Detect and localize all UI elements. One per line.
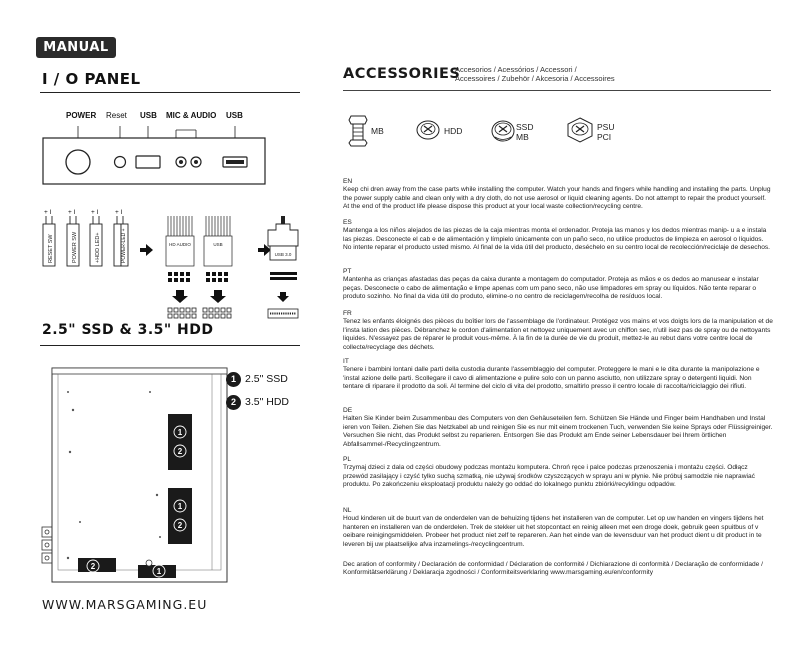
arrow-down-icon [210, 290, 226, 303]
lang-code: NL [343, 507, 352, 514]
pin-sign-4: + I [115, 209, 123, 216]
power-sw-text: POWER SW [72, 231, 78, 263]
power-button [66, 150, 90, 174]
ssd-bracket-upper [168, 414, 192, 470]
io-panel-title: I / O PANEL [42, 70, 141, 88]
legend-hdd-label: 3.5" HDD [245, 396, 289, 408]
arrow-down-icon [277, 292, 289, 302]
port-label-mic-audio: MIC & AUDIO [166, 111, 217, 120]
lang-code: DE [343, 407, 353, 414]
psu-pci-screw-icon [565, 116, 595, 144]
manual-badge: MANUAL [36, 37, 116, 58]
lang-block-nl [343, 507, 773, 549]
marker-num-1c: 1 [156, 567, 162, 576]
ssd-mb-screw-icon [490, 117, 516, 143]
power-led-text: POWER-LED + [121, 228, 127, 263]
lang-block-pl [343, 456, 773, 490]
lang-text: Keep chi dren away from the case parts while installing the computer. Watch your hands and fingers while handling and installing the parts. Unplug the power supply cable and clean only with a dry cloth, do not use aerosol or liquid cleaning agents. Do not attempt to repair the product yourself. At the end of the product life please dispose this product at your local waste collection/recycling centre. [343, 186, 771, 211]
port-label-power: POWER [66, 111, 97, 120]
accessories-subtitle-line1: Accesorios / Acessórios / Accessori / [455, 65, 577, 74]
lang-code: FR [343, 310, 352, 317]
marker-num-2b: 2 [177, 521, 183, 530]
usb-pins [206, 272, 228, 282]
lang-text: Halten Sie Kinder beim Zusammenbau des Computers von den Gehäuseteilen fern. Schützen Sie Hände und Finger beim Handhaben und Instal ieren von Teilen. Ziehen Sie das Netzkabel ab und reinigen Sie es nur mit einem trockenen Tuch, verwenden Sie keine Sprays oder Flüssigreiniger. Versuchen Sie nicht, das Produkt selbst zu reparieren. Entsorgen Sie das Produkt am Ende seiner Lebensdauer bei Ihrem örtlichen Abfallsammel-/Recyclingzentrum. [343, 415, 773, 448]
lang-text: Tenere i bambini lontani dalle parti della custodia durante l'assemblaggio del computer. Proteggere le mani e le dita durante la manipolazione e 'instal azione delle parti. Scollegare il cavo di alimentazione e pulire solo con un panno asciutto, non utilizzare spray o detergenti liquidi. Non tentare di riparare il prodotto da soli. Al termine del ciclo di vita del prodotto, smaltirlo presso il centro locale di raccolta/riciclaggio dei rifiuti. [343, 366, 760, 391]
lang-text: Tenez les enfants éloignés des pièces du boîtier lors de l'assemblage de l'ordinateur. Protégez vos mains et vos doigts lors de la manipulation et de l'insta lation des pièces. Débranchez le cordon d'alimentation et nettoyez uniquement avec un chiffon sec, n'util isez pas de spray ou de nettoyants liquides. N'essayez pas de réparer le produit vous-même. À la fin de la durée de vie du produit, mettez-le au rebut dans votre centre local de collecte/recyclage des déchets. [343, 318, 773, 351]
legend-num-2: 2 [226, 395, 241, 410]
reset-sw-text: RESET SW [48, 234, 54, 263]
io-panel-rule [40, 92, 300, 93]
lang-code: ES [343, 219, 352, 226]
acc-label-psu-pci: PSU PCI [597, 122, 615, 142]
port-label-reset: Reset [106, 111, 127, 120]
hd-audio-text: HD AUDIO [169, 242, 191, 247]
lang-text: Mantenha as crianças afastadas das peças da caixa durante a montagem do computador. Proteja as mãos e os dedos ao manusear e instalar peças. Desconecte o cabo de alimentação e limpe apenas com um pano seco, não use limpadores em spray ou líquidos. Não tente reparar o produto sozinho. No final da vida útil do produto, elimine-o no centro de reciclagem/recolha de resíduos local. [343, 276, 759, 301]
marker-num-2a: 2 [177, 447, 183, 456]
case-side-drawing [40, 362, 235, 587]
lang-block-es [343, 219, 773, 253]
marker-num-1a: 1 [177, 428, 183, 437]
io-panel-drawing [40, 122, 270, 186]
storage-title: 2.5" SSD & 3.5" HDD [42, 322, 214, 338]
lang-block-en [343, 178, 773, 212]
accessories-title: ACCESSORIES [343, 66, 461, 82]
marker-num-1b: 1 [177, 502, 183, 511]
lang-text: Trzymaj dzieci z dala od części obudowy podczas montażu komputera. Chroń ręce i palce podczas przenoszenia i montażu części. Odłącz przewód zasilający i czyść tylko suchą szmatką, nie używaj środków czyszczących w sprayu ani w płynie. Nie próbuj samodzie nie naprawiać produktu. Po zakończeniu eksploatacji produktu należy go oddać do lokalnego punktu zbiórki/recyklingu odpadów. [343, 464, 755, 489]
storage-rule [40, 345, 300, 346]
hdd-led-text: +HDD LED+ [95, 232, 101, 263]
lang-text: Houd kinderen uit de buurt van de onderdelen van de behuizing tijdens het installeren van de computer. Let op uw handen en vingers tijdens het hanteren en installeren van de onderdelen. Trek de stekker uit het stopcontact en reinig alleen met een droge doek, gebruik geen spuitbus of v oeibare reinigingsmiddelen. Probeer het product niet zelf te repareren. Aan het einde van de levensduur van het product dient u dit product in te leveren bij uw plaatselijke afva inzamelings-/recyclingcentrum. [343, 515, 764, 548]
hdd-screw-icon [415, 118, 441, 142]
conformity-text: Dec aration of conformity / Declaración de conformidad / Déclaration de conformité / Dichiarazione di conformità / Declaração de conformidade / Konformitätserklärung / Deklaracja zgodności / Conformiteitsverklaring www.marsgaming.eu/en/conformity [343, 561, 764, 577]
acc-label-hdd: HDD [444, 126, 463, 136]
lang-code: EN [343, 178, 353, 185]
pin-sign-2: + I [68, 209, 76, 216]
arrow-right-icon [140, 244, 153, 256]
reset-button [115, 157, 126, 168]
legend-ssd-label: 2.5" SSD [245, 373, 288, 385]
accessories-rule [343, 90, 771, 91]
hd-audio-header [168, 308, 196, 318]
legend-num-1: 1 [226, 372, 241, 387]
lang-block-fr [343, 310, 773, 352]
usb-header [203, 308, 231, 318]
hd-audio-pins [168, 272, 190, 282]
port-label-usb-right: USB [226, 111, 243, 120]
usb-text: USB [213, 242, 223, 247]
connectors-diagram [40, 216, 310, 326]
lang-block-pt [343, 268, 773, 302]
pin-sign-3: + I [91, 209, 99, 216]
accessories-subtitle [455, 66, 615, 83]
hd-audio-cable [166, 216, 194, 266]
lang-code: IT [343, 358, 349, 365]
lang-block-de [343, 407, 773, 449]
power-led-neg-connector [114, 224, 121, 266]
ssd-bracket-lower [168, 488, 192, 544]
lang-block-it [343, 358, 773, 392]
website-footer: WWW.MARSGAMING.EU [42, 597, 208, 612]
marker-num-2c: 2 [90, 562, 96, 571]
usb-cable [204, 216, 232, 266]
lang-code: PT [343, 268, 352, 275]
lang-text: Mantenga a los niños alejados de las piezas de la caja mientras monta el ordenador. Proteja las manos y los dedos mientras manip- u a e instala las piezas. Desconecte el cab e de alimentación y límpielo únicamente con un paño seco, no utilice productos de limpieza en aerosol o líquidos. No intente reparar el producto usted mismo. Al final de la vida útil del producto, deséchelo en su centro local de recolección/reciclaje de desechos. [343, 227, 771, 252]
pin-sign-1: + I [44, 209, 52, 216]
usb3-text: USB 3.0 [274, 252, 292, 257]
mb-standoff-icon [348, 114, 368, 148]
port-label-usb-left: USB [140, 111, 157, 120]
acc-label-ssd-mb: SSD MB [516, 122, 534, 142]
acc-label-mb: MB [371, 126, 384, 136]
accessories-subtitle-line2: Accessoires / Zubehör / Akcesoria / Accessoires [455, 73, 615, 83]
arrow-down-icon [172, 290, 188, 303]
lang-code: PL [343, 456, 352, 463]
usb3-pins [270, 272, 297, 280]
usb-port-left [136, 156, 160, 168]
